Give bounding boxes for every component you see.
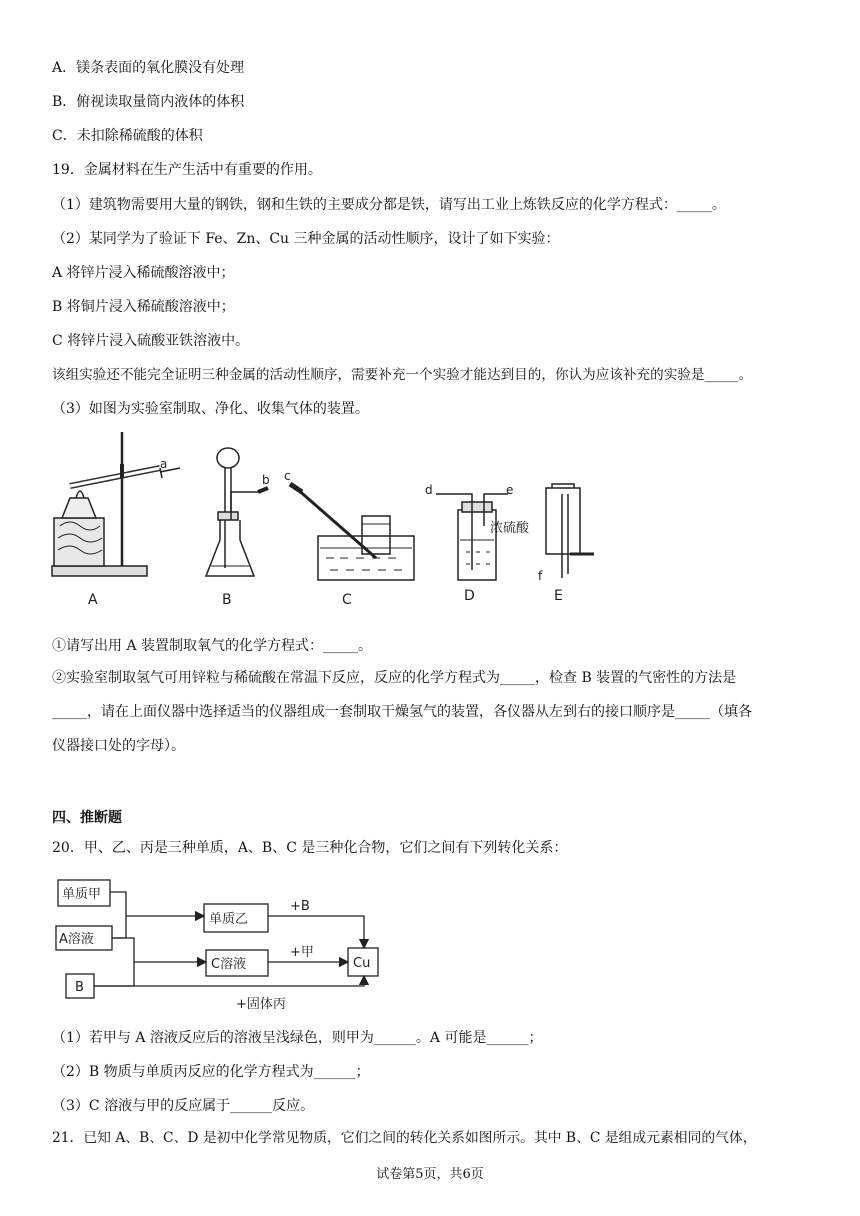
label-E: E bbox=[554, 588, 563, 604]
box-b: B bbox=[75, 980, 84, 995]
q19-supplement: 该组实验还不能完全证明三种金属的活动性顺序，需要补充一个实验才能达到目的，你认为应该补充的实验是_____。 bbox=[52, 367, 753, 383]
box-danzhiyi: 单质乙 bbox=[209, 912, 249, 927]
edge-plus-b: +B bbox=[290, 899, 310, 914]
port-d: d bbox=[425, 483, 433, 497]
port-c: c bbox=[284, 469, 291, 483]
label-B: B bbox=[222, 592, 232, 608]
box-cu: Cu bbox=[353, 956, 371, 971]
label-A: A bbox=[88, 592, 98, 608]
reagent-label: 浓硫酸 bbox=[490, 521, 530, 536]
apparatus-figure bbox=[40, 428, 620, 613]
line-c: C．未扣除稀硫酸的体积 bbox=[52, 128, 203, 144]
line-a: A．镁条表面的氧化膜没有处理 bbox=[52, 60, 245, 76]
q19-part2: （2）某同学为了验证下 Fe、Zn、Cu 三种金属的活动性顺序，设计了如下实验： bbox=[52, 231, 560, 247]
edge-plus-jia: +甲 bbox=[290, 945, 314, 960]
question-19: 19．金属材料在生产生活中有重要的作用。 bbox=[52, 162, 322, 178]
q19-exp-a: A 将锌片浸入稀硫酸溶液中； bbox=[52, 265, 235, 281]
box-c-solution: C溶液 bbox=[211, 957, 247, 972]
q19-sub2: ②实验室制取氢气可用锌粒与稀硫酸在常温下反应，反应的化学方程式为_____，检查 B 装置的气密性的方法是 bbox=[52, 670, 737, 686]
flow-diagram bbox=[50, 870, 410, 1016]
port-b: b bbox=[262, 473, 270, 487]
edge-plus-solid: +固体丙 bbox=[236, 997, 286, 1012]
question-21: 21．已知 A、B、C、D 是初中化学常见物质，它们之间的转化关系如图所示。其中 B、C 是组成元素相同的气体， bbox=[52, 1130, 757, 1146]
q19-exp-c: C 将锌片浸入硫酸亚铁溶液中。 bbox=[52, 333, 250, 349]
label-D: D bbox=[464, 588, 475, 604]
port-e: e bbox=[506, 483, 514, 497]
q19-sub2-end: 仪器接口处的字母）。 bbox=[52, 738, 185, 754]
q19-part3: （3）如图为实验室制取、净化、收集气体的装置。 bbox=[52, 401, 369, 417]
question-20: 20．甲、乙、丙是三种单质，A、B、C 是三种化合物，它们之间有下列转化关系： bbox=[52, 840, 568, 856]
box-danzhijia: 单质甲 bbox=[62, 887, 102, 902]
port-f: f bbox=[538, 569, 543, 583]
q19-sub2-cont: _____，请在上面仪器中选择适当的仪器组成一套制取干燥氢气的装置，各仪器从左到右的接口顺序是_____（填各 bbox=[52, 704, 752, 720]
q20-part1: （1）若甲与 A 溶液反应后的溶液呈浅绿色，则甲为______。A 可能是______； bbox=[52, 1030, 543, 1046]
q19-part1: （1）建筑物需要用大量的钢铁，钢和生铁的主要成分都是铁，请写出工业上炼铁反应的化学方程式：_____。 bbox=[52, 197, 726, 213]
box-a-solution: A溶液 bbox=[59, 932, 94, 947]
page-footer: 试卷第5页，共6页 bbox=[376, 1167, 484, 1182]
q19-sub1: ①请写出用 A 装置制取氧气的化学方程式：_____。 bbox=[52, 638, 373, 654]
q19-exp-b: B 将铜片浸入稀硫酸溶液中； bbox=[52, 299, 235, 315]
port-a: a bbox=[160, 457, 168, 471]
section-title: 四、推断题 bbox=[52, 810, 122, 826]
q20-part3: （3）C 溶液与甲的反应属于______反应。 bbox=[52, 1098, 315, 1114]
label-C: C bbox=[342, 592, 352, 608]
q20-part2: （2）B 物质与单质丙反应的化学方程式为______； bbox=[52, 1064, 370, 1080]
line-b: B．俯视读取量筒内液体的体积 bbox=[52, 94, 245, 110]
